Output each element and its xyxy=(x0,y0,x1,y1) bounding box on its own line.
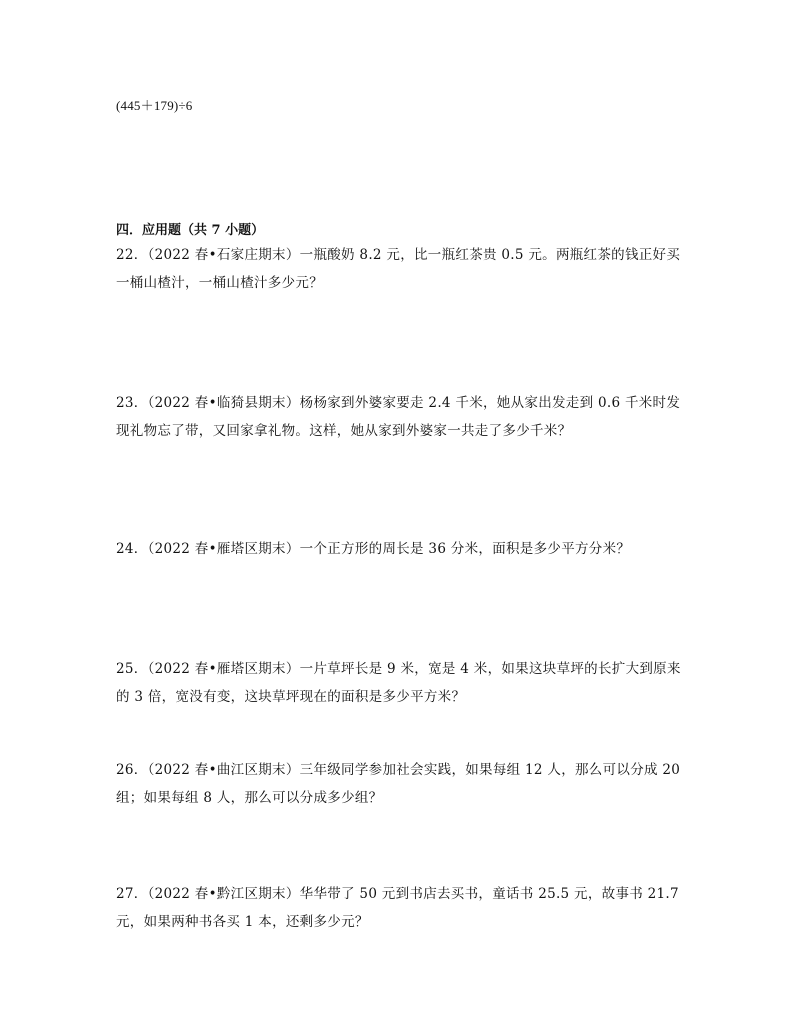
question-22: 22．（2022 春•石家庄期末）一瓶酸奶 8.2 元，比一瓶红茶贵 0.5 元。两瓶红茶的钱正好买一桶山楂汁，一桶山楂汁多少元？ xyxy=(116,247,681,291)
section-title: 四．应用题（共 7 小题） xyxy=(116,223,265,238)
question-23: 23．（2022 春•临猗县期末）杨杨家到外婆家要走 2.4 千米，她从家出发走到 0.6 千米时发现礼物忘了带，又回家拿礼物。这样，她从家到外婆家一共走了多少千米？ xyxy=(116,395,681,439)
question-24: 24．（2022 春•雁塔区期末）一个正方形的周长是 36 分米，面积是多少平方分米？ xyxy=(116,541,631,557)
question-27: 27．（2022 春•黔江区期末）华华带了 50 元到书店去买书，童话书 25.5 元，故事书 21.7 元，如果两种书各买 1 本，还剩多少元？ xyxy=(116,886,679,930)
math-expression: (445＋179)÷6 xyxy=(116,98,193,113)
question-26: 26．（2022 春•曲江区期末）三年级同学参加社会实践，如果每组 12 人，那么可以分成 20 组；如果每组 8 人，那么可以分成多少组？ xyxy=(116,762,681,806)
question-25: 25．（2022 春•雁塔区期末）一片草坪长是 9 米，宽是 4 米，如果这块草坪的长扩大到原来的 3 倍，宽没有变，这块草坪现在的面积是多少平方米？ xyxy=(116,661,681,705)
